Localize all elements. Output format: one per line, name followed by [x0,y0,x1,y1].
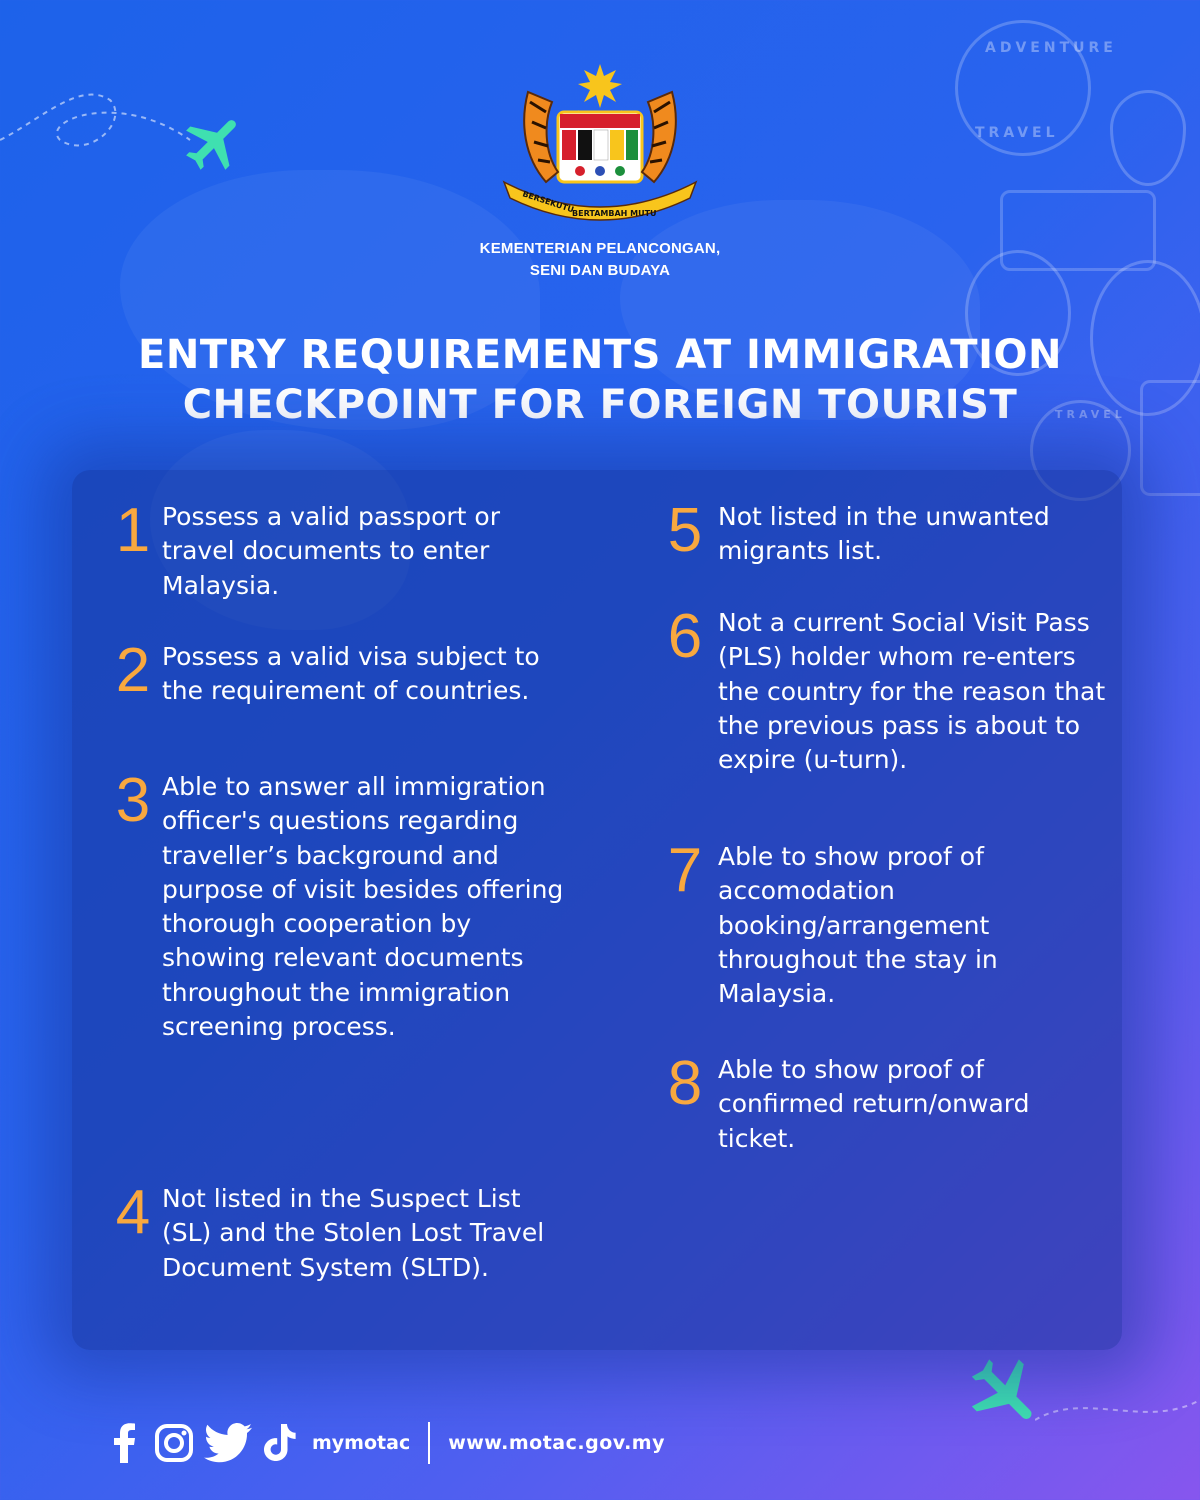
airplane-icon [180,108,250,178]
social-handle[interactable]: mymotac [312,1432,411,1454]
social-links [104,1423,308,1463]
twitter-icon[interactable] [204,1423,252,1463]
requirement-text: Able to answer all immigration officer's questions regarding traveller’s background and purpose of visit besides offering thorough cooperation by showing relevant documents throughout the immigration screening process. [162,772,564,1042]
requirement-number: 8 [667,1049,703,1118]
requirement-number: 3 [115,766,151,835]
requirement-item-6 [652,602,1108,777]
footer-divider [428,1422,430,1464]
stamp-word: TRAVEL [975,125,1059,141]
stamp-word: ADVENTURE [985,40,1117,56]
requirement-text: Not listed in the unwanted migrants list. [718,502,1050,566]
requirement-number: 5 [667,496,703,565]
tiktok-icon[interactable] [262,1423,298,1463]
requirement-item-7 [652,836,1108,1011]
requirement-text: Possess a valid passport or travel documents to enter Malaysia. [162,502,501,600]
requirement-number: 1 [115,496,151,565]
requirement-item-4 [104,1178,572,1285]
title-line-1: ENTRY REQUIREMENTS AT IMMIGRATION [138,332,1062,378]
adventure-stamp [955,20,1091,156]
requirement-item-2 [104,636,572,709]
requirement-item-5 [652,496,1108,569]
facebook-icon[interactable] [104,1423,144,1463]
requirement-text: Able to show proof of accomodation booking/arrangement throughout the stay in Malaysia. [718,842,998,1009]
title-line-2: CHECKPOINT FOR FOREIGN TOURIST [182,382,1018,428]
instagram-icon[interactable] [154,1423,194,1463]
logo-motto-bottom: BERTAMBAH MUTU [572,209,657,218]
requirement-number: 7 [667,836,703,905]
logo-motto-left: BERSEKUTU [521,189,576,215]
pin-stamp [1110,90,1186,186]
requirement-number: 6 [667,602,703,671]
ministry-name [0,238,1200,282]
flight-path-dashes [0,80,200,200]
airplane-icon [962,1352,1046,1436]
footer [104,1418,665,1468]
coat-of-arms-logo [500,62,700,222]
requirement-item-1 [104,496,572,603]
requirement-item-3 [104,766,572,1044]
page-title [0,330,1200,430]
requirement-text: Possess a valid visa subject to the requirement of countries. [162,642,540,706]
requirement-text: Not listed in the Suspect List (SL) and the Stolen Lost Travel Document System (SLTD). [162,1184,545,1282]
ministry-line-1: KEMENTERIAN PELANCONGAN, [479,240,721,257]
requirement-number: 4 [115,1178,151,1247]
stamp-word: TRAVEL [1055,408,1126,421]
requirement-number: 2 [115,636,151,705]
flight-path-dashes [1035,1380,1200,1440]
website-link[interactable]: www.motac.gov.my [448,1432,665,1454]
requirement-text: Able to show proof of confirmed return/onward ticket. [718,1055,1030,1153]
requirement-item-8 [652,1049,1108,1156]
requirement-text: Not a current Social Visit Pass (PLS) holder whom re-enters the country for the reason that the previous pass is about to expire (u-turn). [718,608,1106,775]
ministry-line-2: SENI DAN BUDAYA [529,262,671,279]
